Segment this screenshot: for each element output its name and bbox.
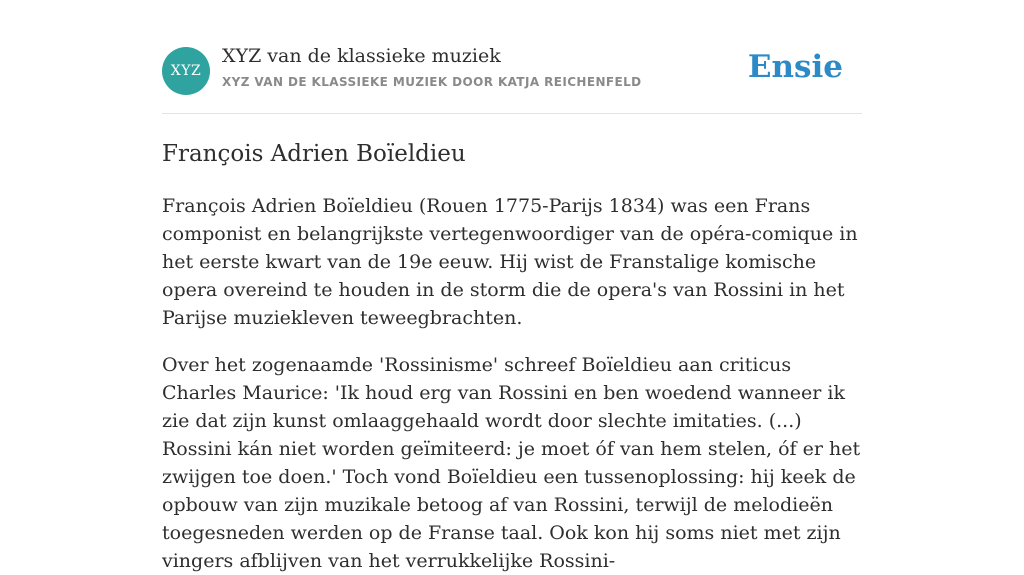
site-header xyxy=(162,0,862,114)
ensie-logo[interactable]: Ensie xyxy=(747,49,843,85)
article-paragraph: Over het zogenaamde 'Rossinisme' schreef Boïeldieu aan criticus Charles Maurice: 'Ik houd erg van Rossini en ben woedend wanneer ik zie dat zijn kunst omlaaggehaald wordt door slechte imitaties. (...) Rossini kán niet worden geïmiteerd: je moet óf van hem stelen, óf er het zwijgen toe doen.' Toch vond Boïeldieu een tussenoplossing: hij keek de opbouw van zijn muzikale betoog af van Rossini, terwijl de melodieën toegesneden werden op de Franse taal. Ook kon hij soms niet met zijn vingers afblijven van het verrukkelijke Rossini- xyxy=(162,354,861,572)
article-title: François Adrien Boïeldieu xyxy=(162,141,466,167)
author-avatar[interactable]: XYZ xyxy=(162,47,210,95)
page-content xyxy=(162,0,862,575)
article-paragraph: François Adrien Boïeldieu (Rouen 1775-Parijs 1834) was een Frans componist en belangrijkste vertegenwoordiger van de opéra-comique in het eerste kwart van de 19e eeuw. Hij wist de Franstalige komische opera overeind te houden in de storm die de opera's van Rossini in het Parijse muziekleven teweegbrachten. xyxy=(162,195,858,329)
site-subtitle: XYZ VAN DE KLASSIEKE MUZIEK DOOR KATJA REICHENFELD xyxy=(222,75,642,89)
site-title[interactable]: XYZ van de klassieke muziek xyxy=(222,45,501,67)
